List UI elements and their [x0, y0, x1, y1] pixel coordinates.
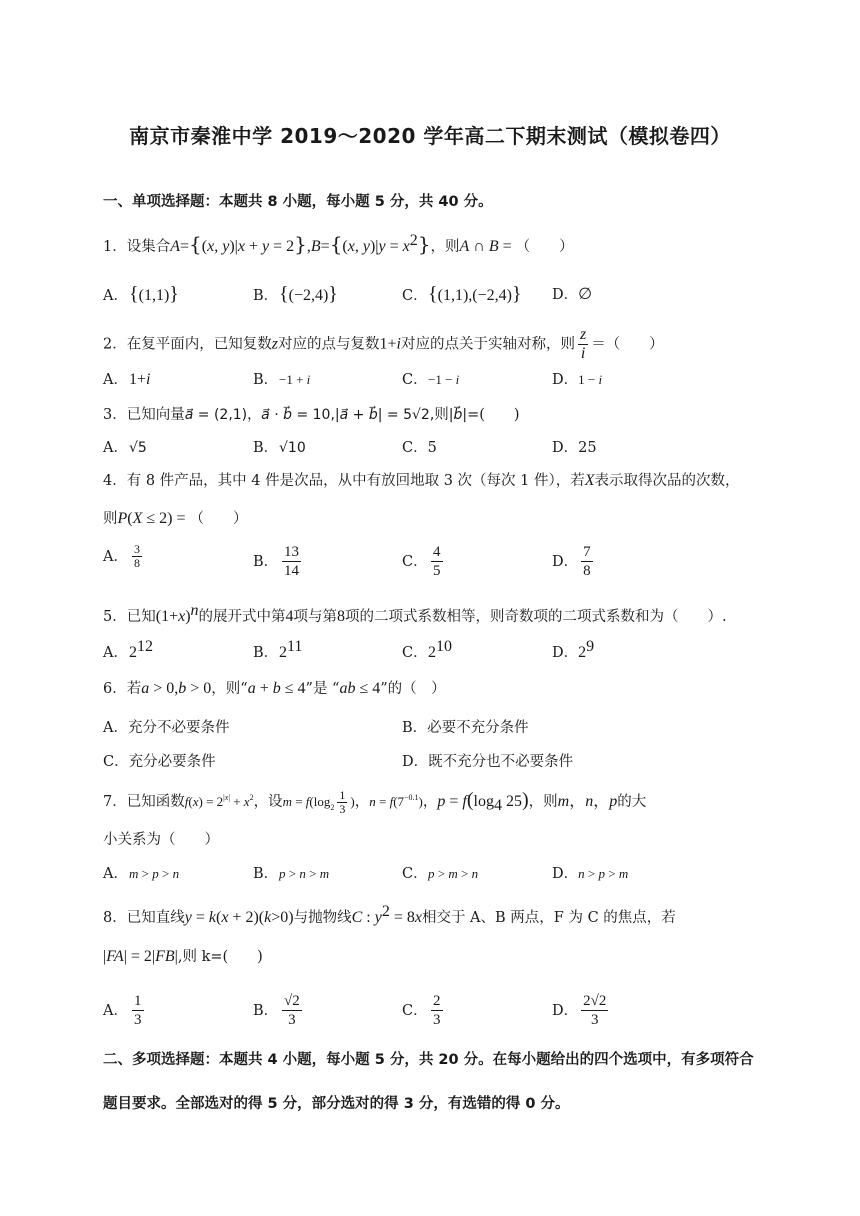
q4-option-c[interactable]: C． $\frac{4}{5}$ — [402, 544, 441, 579]
q3-option-d[interactable]: D．25 — [552, 440, 597, 456]
question-5: 5．已知$(1+x)^n$的展开式中第4项与第8项的二项式系数相等，则奇数项的二项式系数和为（ ）. — [103, 602, 727, 625]
q2-option-c[interactable]: C．−1 − i — [402, 372, 460, 388]
question-6: 6．若a > 0,b > 0，则“a + b ≤ 4”是 “ab ≤ 4”的（ ） — [103, 680, 446, 697]
q6-option-b[interactable]: B．必要不充分条件 — [402, 720, 529, 736]
q6-option-a[interactable]: A．充分不必要条件 — [103, 720, 230, 736]
q6-option-d[interactable]: D．既不充分也不必要条件 — [402, 754, 574, 770]
q7-option-d[interactable]: D．n > p > m — [552, 866, 629, 882]
question-7-line2: 小关系为（ ） — [103, 832, 219, 848]
page-title: 南京市秦淮中学 2019～2020 学年高二下期末测试（模拟卷四） — [129, 124, 731, 148]
q7-option-a[interactable]: A．m > p > n — [103, 866, 180, 882]
q2-option-b[interactable]: B．−1 + i — [253, 372, 311, 388]
section-multiple-choice: 二、多项选择题：本题共 4 小题，每小题 5 分，共 20 分。在每小题给出的四个选项中，有多项符合题目要求。全部选对的得 5 分，部分选对的得 3 分，有选错的得 0 分。 — [103, 1052, 754, 1112]
q2-option-a[interactable]: A．1+i — [103, 371, 151, 388]
question-4-line2: 则P(X ≤ 2) = （ ） — [103, 510, 248, 527]
question-8: 8．已知直线y = k(x + 2)(k>0)与抛物线C : $y^2 = 8x$相交于 A、B 两点，F 为 C 的焦点，若 — [103, 903, 676, 926]
section-single-choice: 一、单项选择题：本题共 8 小题，每小题 5 分，共 40 分。 — [103, 194, 493, 210]
q8-option-a[interactable]: A． $\frac{1}{3}$ — [103, 993, 142, 1028]
q1-option-d[interactable]: D．∅ — [552, 286, 593, 303]
question-4: 4．有 8 件产品，其中 4 件是次品，从中有放回地取 3 次（每次 1 件），若X表示取得次品的次数， — [103, 472, 740, 489]
q8-option-b[interactable]: B． $\frac{√2}{3}$ — [253, 993, 300, 1028]
question-8-line2: |FA| = 2|FB|,则 k=( ) — [103, 948, 263, 965]
q5-option-c[interactable]: C．$2^{10}$ — [402, 638, 452, 661]
q3-option-a[interactable]: A．√5 — [103, 440, 147, 456]
q3-option-c[interactable]: C．5 — [402, 440, 437, 456]
question-1-stem: 1．设集合 — [103, 239, 171, 255]
q2-option-d[interactable]: D．1 − i — [552, 372, 603, 388]
q1-option-b[interactable]: B．{(−2,4)} — [253, 283, 338, 305]
q1-option-a[interactable]: A．{(1,1)} — [103, 283, 179, 305]
q4-option-d[interactable]: D． $\frac{7}{8}$ — [552, 544, 591, 579]
q3-option-b[interactable]: B．√10 — [253, 440, 306, 456]
q5-option-d[interactable]: D．$2^9$ — [552, 638, 595, 661]
q7-option-b[interactable]: B．p > n > m — [253, 866, 330, 882]
q5-option-b[interactable]: B．$2^{11}$ — [253, 638, 303, 661]
q7-option-c[interactable]: C．p > m > n — [402, 866, 479, 882]
q8-option-d[interactable]: D． $\frac{2√2}{3}$ — [552, 993, 607, 1028]
q5-option-a[interactable]: A．$2^{12}$ — [103, 638, 153, 661]
q4-option-b[interactable]: B． $\frac{13}{14}$ — [253, 544, 299, 579]
q4-option-a[interactable]: A． $\frac{3}{8}$ — [103, 542, 140, 570]
q1-option-c[interactable]: C．{(1,1),(−2,4)} — [402, 283, 522, 305]
question-7: 7．已知函数$f(x) = 2^{|x|} + x^2$，设$m = f(\log_2$ $\frac{1}{3}$ )，$n = f(7^{-0.1})$，$p = f(\log_4$ 25)，则m，n，p的大 — [103, 787, 647, 816]
q8-option-c[interactable]: C． $\frac{2}{3}$ — [402, 993, 441, 1028]
question-3: 3．已知向量a⃗ = (2,1)，a⃗ · b⃗ = 10,|a⃗ + b⃗| = 5√2,则|b⃗|=( ) — [103, 407, 520, 423]
question-2: 2．在复平面内，已知复数z对应的点与复数1+i对应的点关于实轴对称，则 $\frac{z}{i}$ ＝（ ） — [103, 326, 664, 362]
question-1: 1．设集合A={(x, y)|x + y = 2},B={(x, $y)|y = x^2$}，则A ∩ B = （ ） — [103, 232, 574, 256]
q6-option-c[interactable]: C．充分必要条件 — [103, 754, 216, 770]
